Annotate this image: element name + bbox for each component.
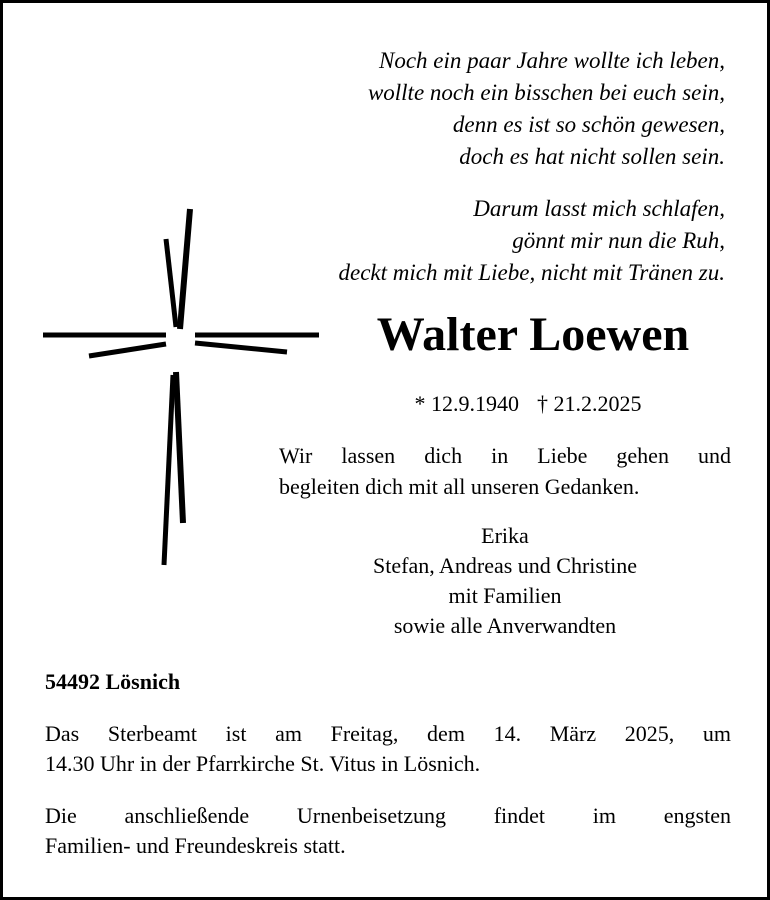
burial-info <box>45 801 731 861</box>
mourner-line: sowie alle Anverwandten <box>393 613 617 638</box>
poem-line: denn es ist so schön gewesen, <box>452 112 725 137</box>
mourners <box>303 521 707 641</box>
poem-line: Darum lasst mich schlafen, <box>473 196 725 221</box>
burial-line: Die anschließende Urnenbeisetzung findet im engsten <box>45 803 731 828</box>
farewell-line: begleiten dich mit all unseren Gedanken. <box>279 474 640 499</box>
location: 54492 Lösnich <box>45 669 181 694</box>
poem-stanza-1 <box>368 45 725 173</box>
farewell-line: Wir lassen dich in Liebe gehen und <box>279 443 731 468</box>
poem-line: gönnt mir nun die Ruh, <box>512 228 725 253</box>
farewell-text <box>279 440 731 502</box>
birth-date: * 12.9.1940 <box>414 391 519 416</box>
mourner-line: Stefan, Andreas und Christine <box>373 553 637 578</box>
mourner-line: mit Familien <box>448 583 562 608</box>
burial-line: Familien- und Freundeskreis statt. <box>45 833 346 858</box>
life-dates <box>333 389 723 419</box>
poem-line: wollte noch ein bisschen bei euch sein, <box>367 80 725 105</box>
poem-stanza-2 <box>339 193 725 289</box>
poem-line: deckt mich mit Liebe, nicht mit Tränen zu. <box>338 260 725 285</box>
service-line: 14.30 Uhr in der Pfarrkirche St. Vitus in Lösnich. <box>45 751 481 776</box>
service-info <box>45 719 731 779</box>
mourner-line: Erika <box>481 523 529 548</box>
deceased-name: Walter Loewen <box>376 308 690 361</box>
service-line: Das Sterbeamt ist am Freitag, dem 14. März 2025, um <box>45 721 731 746</box>
poem-line: doch es hat nicht sollen sein. <box>459 144 725 169</box>
death-date: † 21.2.2025 <box>537 391 642 416</box>
poem-line: Noch ein paar Jahre wollte ich leben, <box>379 48 725 73</box>
